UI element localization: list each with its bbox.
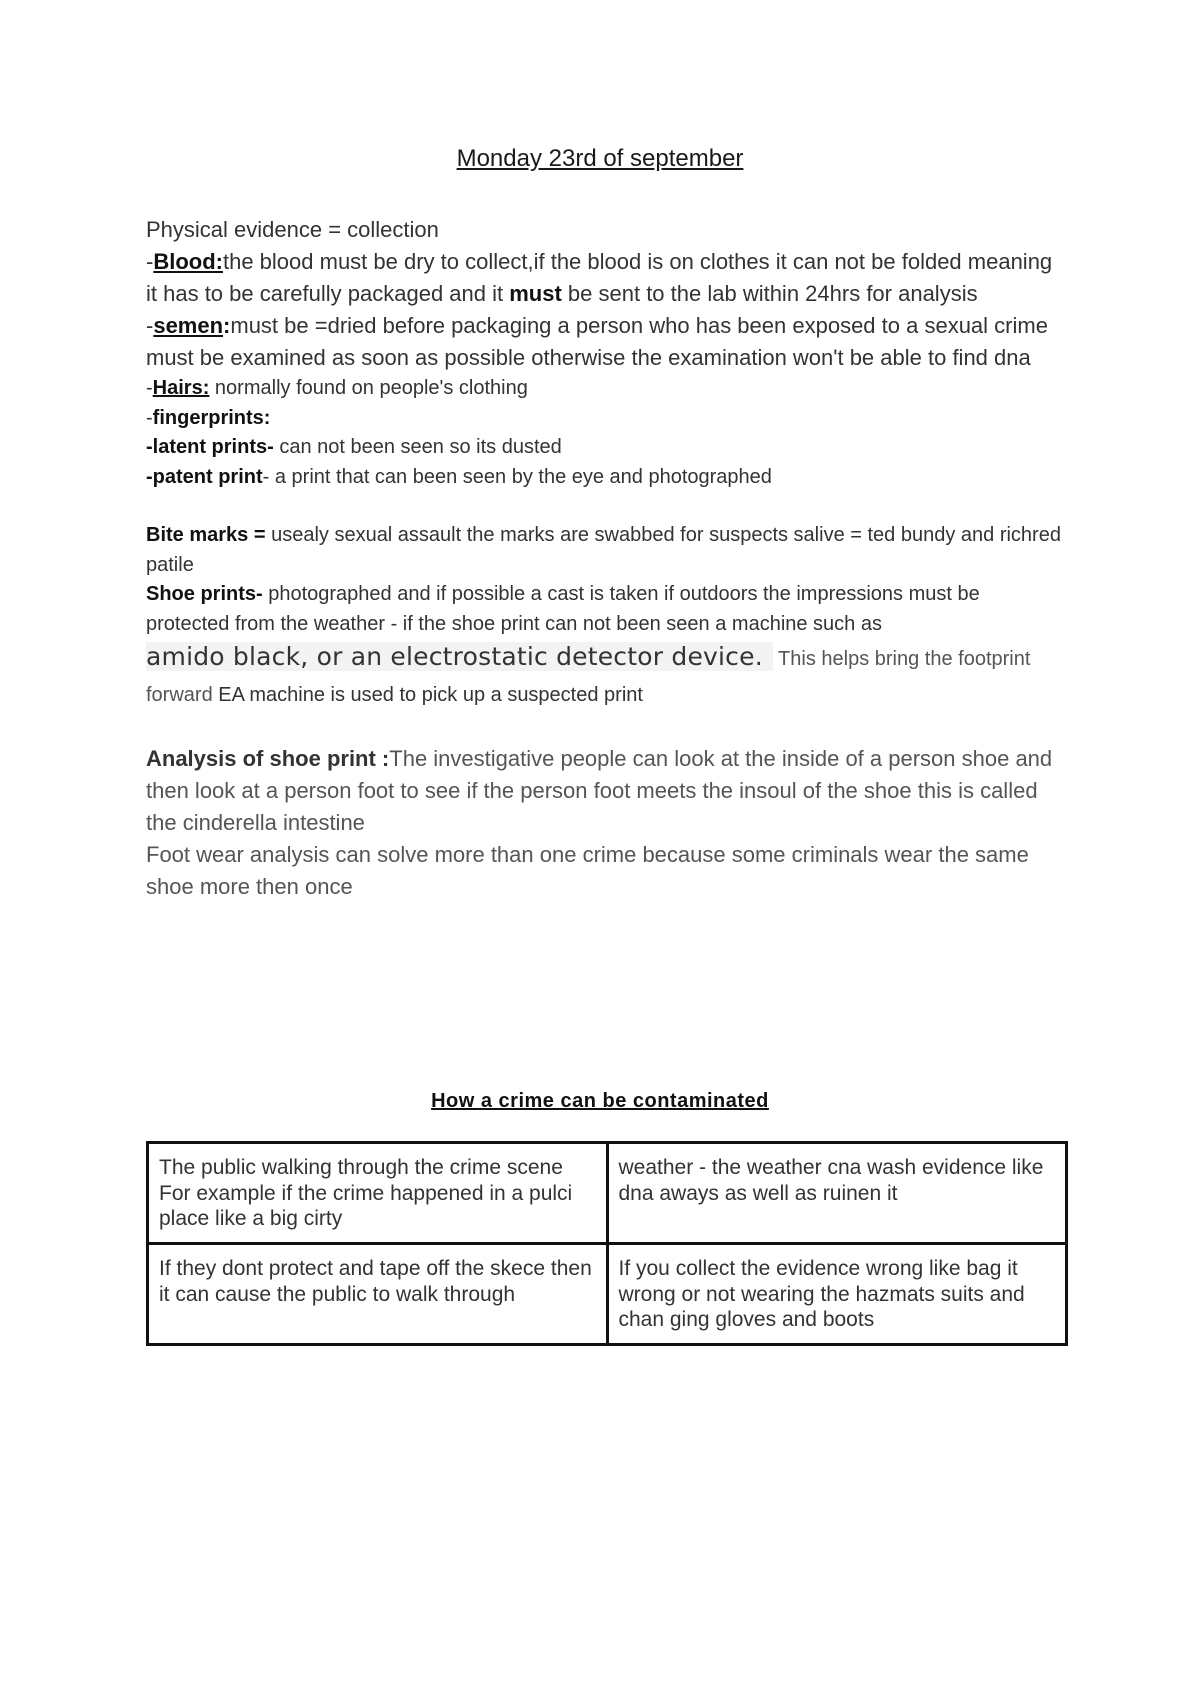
shoe-prints-continued [146,639,1066,713]
table-cell: weather - the weather cna wash evidence like dna aways as well as ruinen it [607,1143,1067,1244]
contamination-table [146,1141,1068,1346]
blood-text-1: the blood must be dry to collect,if the blood is on clothes it can not be folded meaning it has to be carefully packaged and it [146,249,1053,306]
footwear-note: Foot wear analysis can solve more than one crime because some criminals wear the same shoe more then once [146,842,1029,899]
semen-text: must be =dried before packaging a person who has been exposed to a sexual crime must be examined as soon as possible otherwise the examination won't be able to find dna [146,313,1048,370]
fingerprints-dash: - [146,406,153,429]
table-cell: If they dont protect and tape off the skece then it can cause the public to walk through [148,1244,608,1345]
blood-text-2: be sent to the lab within 24hrs for analysis [561,281,978,306]
table-row [148,1244,1067,1345]
shoe-prints-term: Shoe prints- [146,583,263,605]
hairs-term: Hairs: [152,377,210,399]
bite-marks-text: usealy sexual assault the marks are swabbed for suspects salive = ted bundy and richred patile [146,524,1061,576]
hairs-note [146,374,1066,404]
blood-dash: - [146,249,154,274]
patent-print-term: -patent print [146,465,263,488]
latent-prints-term: -latent prints- [146,436,274,458]
highlighted-devices: amido black, or an electrostatic detector device. [146,642,773,671]
hairs-dash: - [146,377,153,399]
semen-dash: - [146,313,154,338]
semen-colon: : [223,313,231,338]
analysis-term: Analysis of shoe print : [146,746,390,771]
table-title: How a crime can be contaminated [431,1090,769,1112]
bite-marks-note [146,521,1066,580]
latent-prints-note [146,433,1066,463]
semen-note [146,310,1066,374]
semen-term: semen [153,313,224,338]
hairs-text: normally found on people's clothing [209,377,528,399]
spacer [146,713,1066,743]
fingerprints-note [146,404,1066,434]
notes-body [146,214,1066,903]
blood-note [146,246,1066,310]
shoe-prints-text: photographed and if possible a cast is taken if outdoors the impressions must be protected from the weather - if the shoe print can not been seen a machine such as [146,583,980,635]
latent-prints-text: can not been seen so its dusted [273,436,562,458]
patent-print-text: - a print that can been seen by the eye and photographed [262,465,772,488]
blood-emphasis: must [509,281,562,306]
intro-line: Physical evidence = collection [146,217,439,242]
shoe-prints-note [146,580,1066,639]
footprint-forward-text: This helps bring the footprint forward [146,648,1031,706]
patent-print-note [146,463,1066,493]
bite-marks-term: Bite marks = [146,524,266,546]
page-title: Monday 23rd of september [456,145,744,172]
table-cell: If you collect the evidence wrong like bag it wrong or not wearing the hazmats suits and chan ging gloves and boots [607,1244,1067,1345]
table-cell: The public walking through the crime scene For example if the crime happened in a pulci place like a big cirty [148,1143,608,1244]
analysis-note [146,743,1066,839]
fingerprints-term: fingerprints: [152,406,271,429]
analysis-text: The investigative people can look at the inside of a person shoe and then look at a person foot to see if the person foot meets the insoul of the shoe this is called the cinderella intestine [146,746,1053,835]
ea-machine-text: EA machine is used to pick up a suspected print [212,684,643,706]
table-row [148,1143,1067,1244]
spacer [146,492,1066,521]
blood-term: Blood: [153,249,223,274]
